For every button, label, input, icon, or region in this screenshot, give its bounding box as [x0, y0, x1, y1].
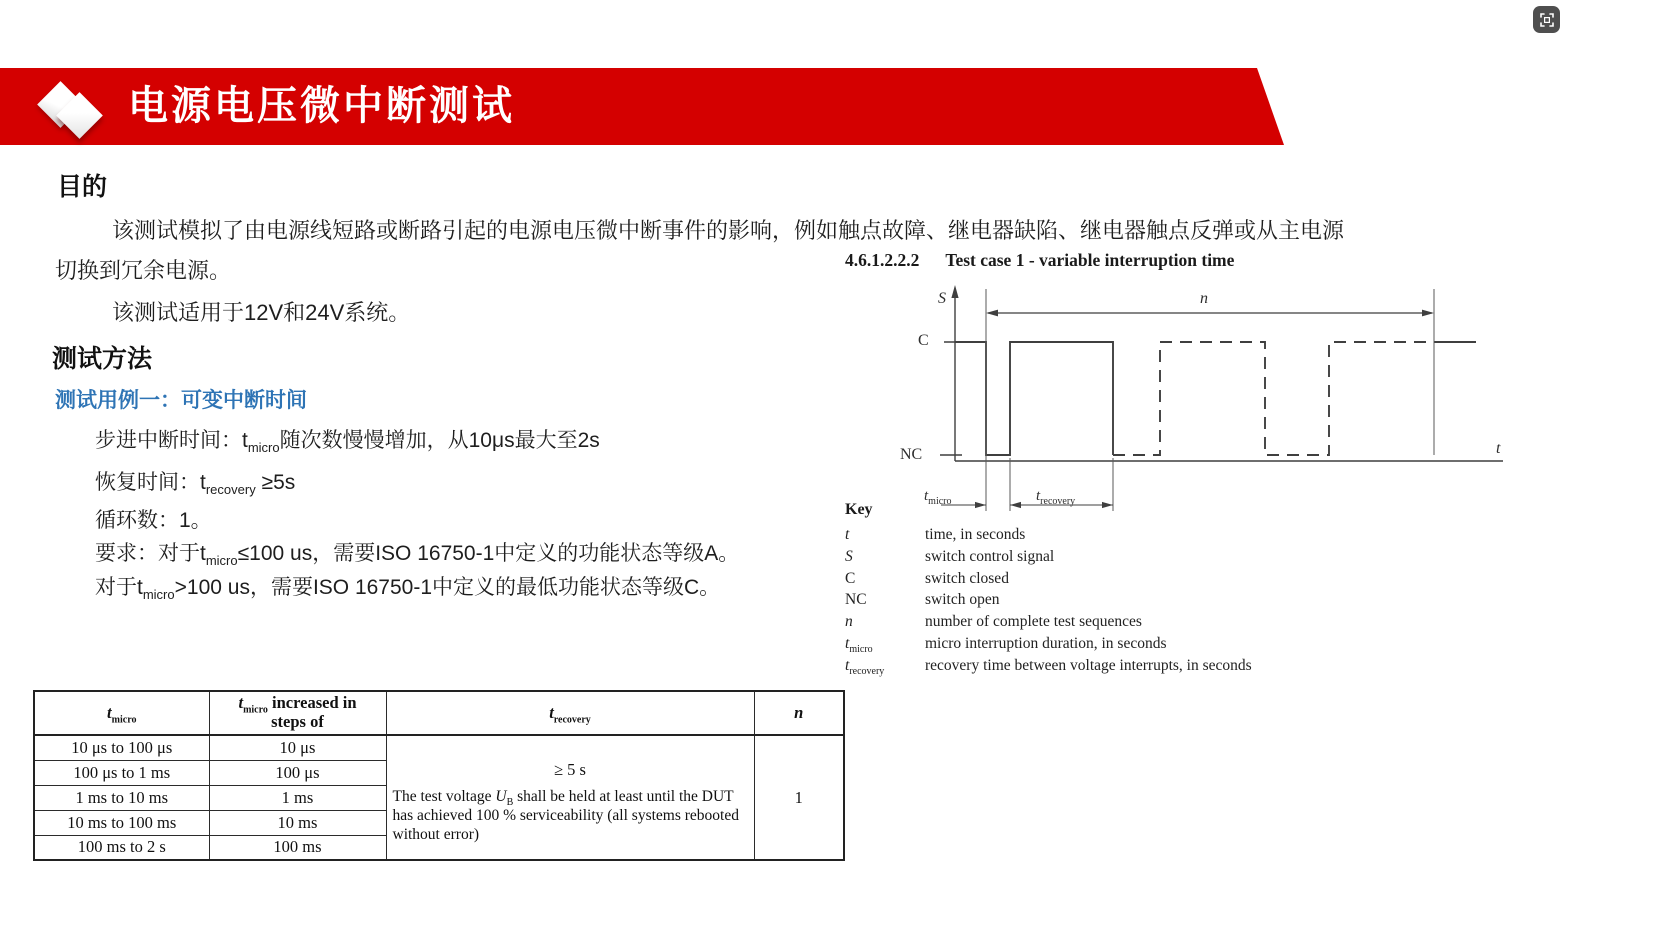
header-tmicro: $t_{micro}$	[34, 691, 209, 735]
table-header-row	[34, 691, 844, 735]
requirement-line-1	[95, 537, 739, 567]
range-cell: 100 ms to 2 s	[34, 835, 209, 860]
figure-key	[845, 501, 1485, 677]
step-cell: 10 ms	[209, 810, 386, 835]
key-row	[845, 655, 1485, 677]
key-description: switch open	[925, 591, 1000, 609]
subscript-micro: micro	[205, 553, 238, 569]
level-label-c: C	[918, 332, 929, 349]
key-symbol: C	[845, 569, 856, 587]
waveform-diagram	[835, 275, 1535, 520]
figure-clause-number: 4.6.1.2.2.2	[845, 250, 920, 270]
step-cell: 100 ms	[209, 835, 386, 860]
symbol-t: t	[1036, 488, 1041, 504]
key-symbol: $t_{micro}$	[845, 634, 873, 656]
key-symbol: $t_{recovery}$	[845, 656, 885, 677]
key-heading: Key	[845, 501, 873, 518]
purpose-scope-line: 该测试适用于12V和24V系统。	[112, 300, 411, 325]
key-description: time, in seconds	[925, 526, 1026, 543]
purpose-heading: 目的	[57, 173, 108, 201]
requirement-text: 要求：对于t	[95, 542, 206, 565]
range-cell: 100 μs to 1 ms	[34, 760, 209, 785]
key-description: micro interruption duration, in seconds	[925, 634, 1167, 652]
range-cell: 10 μs to 100 μs	[34, 735, 209, 760]
subscript-micro: micro	[247, 440, 280, 456]
requirement-line-2	[95, 571, 720, 601]
step-time-text: 步进中断时间：t	[95, 429, 248, 452]
purpose-paragraph-line1: 该测试模拟了由电源线短路或断路引起的电源电压微中断事件的影响，例如触点故障、继电器缺陷、继电器触点反弹或从主电源	[112, 218, 1345, 243]
table-row	[34, 735, 844, 760]
symbol-t: t	[924, 488, 929, 504]
step-cell: 1 ms	[209, 785, 386, 810]
screenshot-icon[interactable]	[1533, 6, 1560, 33]
recovery-note: The test voltage $U_B$ shall be held at least until the DUT has achieved 100 % serviceability (all systems rebooted without error)	[392, 788, 739, 844]
subscript-recovery: recovery	[1040, 496, 1076, 507]
key-row	[845, 568, 1485, 590]
range-cell: 1 ms to 10 ms	[34, 785, 209, 810]
subscript-micro: micro	[928, 496, 952, 507]
recovery-cell	[386, 735, 754, 860]
key-description: number of complete test sequences	[925, 613, 1142, 631]
step-time-line	[95, 424, 600, 454]
axis-label-t: t	[1496, 440, 1501, 457]
key-symbol: S	[845, 547, 853, 565]
header-trecovery: $t_{recovery}$	[386, 691, 754, 735]
crop-frame-glyph	[1539, 12, 1555, 28]
key-row	[845, 611, 1485, 633]
recovery-value: ≥ 5 s	[554, 760, 586, 779]
dimension-label-n: n	[1200, 290, 1208, 307]
axis-label-s: S	[938, 290, 946, 307]
subscript-recovery: recovery	[205, 482, 256, 498]
requirement-text: 对于t	[95, 576, 143, 599]
subscript-micro: micro	[142, 587, 175, 603]
key-description: switch control signal	[925, 547, 1055, 565]
test-case-title: 测试用例一：可变中断时间	[55, 389, 307, 412]
key-row	[845, 589, 1485, 611]
cycle-count-line: 循环数：1。	[95, 509, 212, 532]
requirement-text: >100 us，需要ISO 16750-1中定义的最低功能状态等级C。	[174, 576, 721, 599]
recovery-time-line	[95, 466, 295, 496]
step-time-text: 随次数慢慢增加，从10μs最大至2s	[279, 429, 600, 452]
key-description: recovery time between voltage interrupts, in seconds	[925, 656, 1252, 674]
key-row	[845, 633, 1485, 655]
header-step: $t_{micro}$ increased in steps of	[209, 691, 386, 735]
recovery-time-text: ≥5s	[255, 471, 296, 494]
step-cell: 100 μs	[209, 760, 386, 785]
recovery-time-text: 恢复时间：t	[95, 471, 206, 494]
key-symbol: t	[845, 526, 850, 543]
key-symbol: n	[845, 613, 853, 631]
level-label-nc: NC	[900, 446, 923, 463]
key-row	[845, 546, 1485, 568]
figure-title	[845, 250, 1234, 271]
key-description: switch closed	[925, 569, 1009, 587]
requirement-text: ≤100 us，需要ISO 16750-1中定义的功能状态等级A。	[237, 542, 740, 565]
test-parameter-table	[33, 690, 845, 861]
n-cell: 1	[754, 735, 844, 860]
figure-caption: Test case 1 - variable interruption time	[945, 250, 1235, 270]
key-row	[845, 524, 1485, 546]
range-cell: 10 ms to 100 ms	[34, 810, 209, 835]
header-n: n	[754, 691, 844, 735]
step-cell: 10 μs	[209, 735, 386, 760]
key-symbol: NC	[845, 591, 867, 609]
method-heading: 测试方法	[52, 345, 153, 373]
page-title: 电源电压微中断测试	[128, 84, 515, 128]
purpose-paragraph-line2: 切换到冗余电源。	[55, 258, 232, 283]
